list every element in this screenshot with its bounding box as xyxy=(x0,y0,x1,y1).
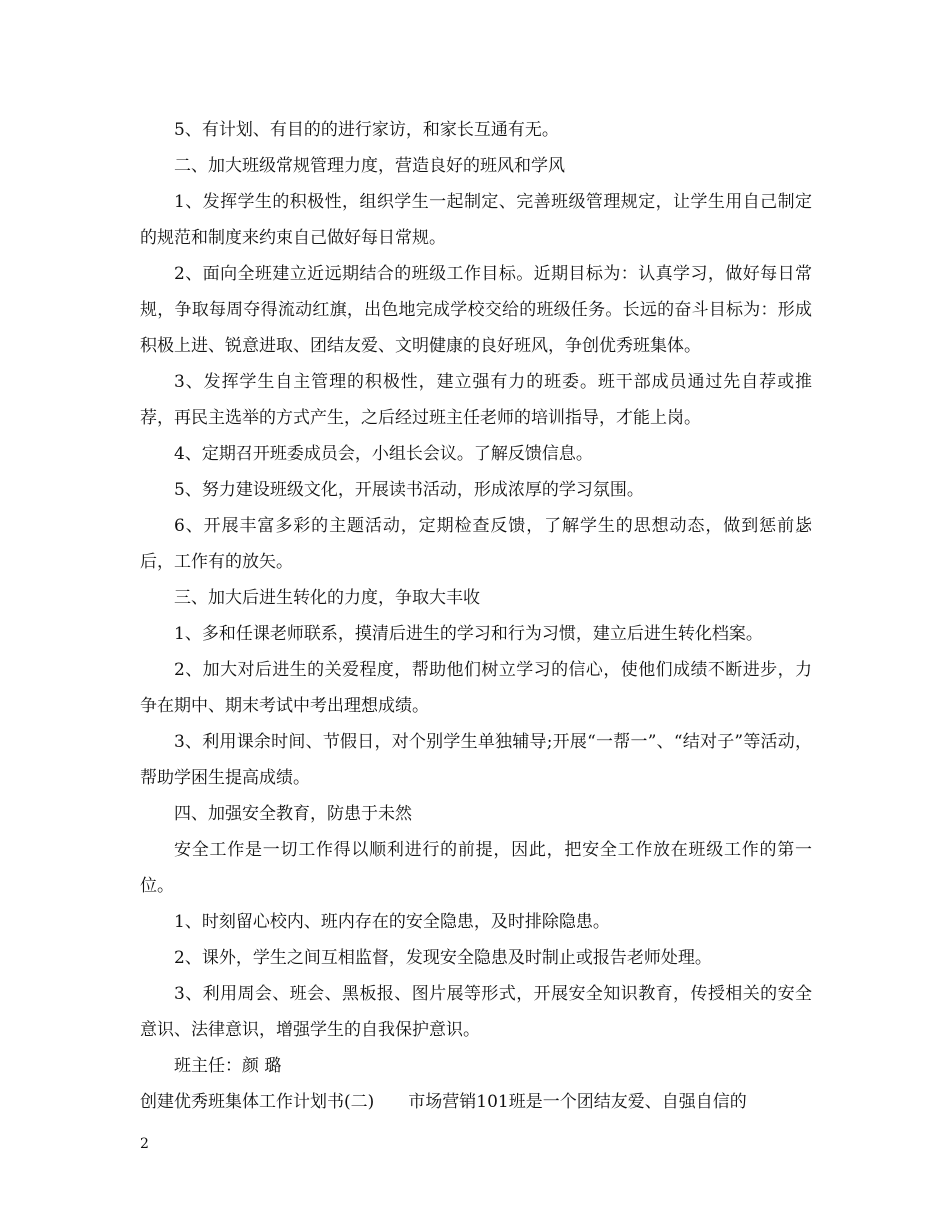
section-heading-2: 二、加大班级常规管理力度，营造良好的班风和学风 xyxy=(174,156,565,176)
paragraph-2: 1、发挥学生的积极性，组织学生一起制定、完善班级管理规定，让学生用自己制定的规范和制度来约束自己做好每日常规。 xyxy=(140,192,812,248)
page-number: 2 xyxy=(140,1136,149,1152)
paragraph-7: 6、开展丰富多彩的主题活动，定期检查反馈，了解学生的思想动态，做到惩前毖后，工作有的放矢。 xyxy=(140,516,812,572)
paragraph-16: 3、利用周会、班会、黑板报、图片展等形式，开展安全知识教育，传授相关的安全意识、法律意识，增强学生的自我保护意识。 xyxy=(140,984,812,1040)
paragraph-13: 安全工作是一切工作得以顺利进行的前提，因此，把安全工作放在班级工作的第一位。 xyxy=(140,840,812,896)
paragraph-15: 2、课外，学生之间互相监督，发现安全隐患及时制止或报告老师处理。 xyxy=(174,948,712,968)
paragraph-6: 5、努力建设班级文化，开展读书活动，形成浓厚的学习氛围。 xyxy=(174,480,644,500)
next-section-title-line: 创建优秀班集体工作计划书(二) 市场营销101班是一个团结友爱、自强自信的 xyxy=(140,1092,747,1112)
paragraph-0: 5、有计划、有目的的进行家访，和家长互通有无。 xyxy=(174,120,559,140)
paragraph-3: 2、面向全班建立近远期结合的班级工作目标。近期目标为：认真学习，做好每日常规，争取每周夺得流动红旗，出色地完成学校交给的班级任务。长远的奋斗目标为：形成积极上进、锐意进取、团结友爱、文明健康的良好班风，争创优秀班集体。 xyxy=(140,264,812,356)
paragraph-5: 4、定期召开班委成员会，小组长会议。了解反馈信息。 xyxy=(174,444,593,464)
signature-line: 班主任：颜 璐 xyxy=(174,1056,282,1076)
paragraph-14: 1、时刻留心校内、班内存在的安全隐患，及时排除隐患。 xyxy=(174,912,610,932)
paragraph-4: 3、发挥学生自主管理的积极性，建立强有力的班委。班干部成员通过先自荐或推荐，再民主选举的方式产生，之后经过班主任老师的培训指导，才能上岗。 xyxy=(140,372,812,428)
paragraph-9: 1、多和任课老师联系，摸清后进生的学习和行为习惯，建立后进生转化档案。 xyxy=(174,624,763,644)
section-heading-4: 四、加强安全教育，防患于未然 xyxy=(174,804,412,824)
section-heading-3: 三、加大后进生转化的力度，争取大丰收 xyxy=(174,588,480,608)
paragraph-10: 2、加大对后进生的关爱程度，帮助他们树立学习的信心，使他们成绩不断进步，力争在期中、期末考试中考出理想成绩。 xyxy=(140,660,812,716)
document-body xyxy=(140,112,812,1120)
paragraph-11: 3、利用课余时间、节假日，对个别学生单独辅导;开展“一帮一”、“结对子”等活动，帮助学困生提高成绩。 xyxy=(140,732,812,788)
